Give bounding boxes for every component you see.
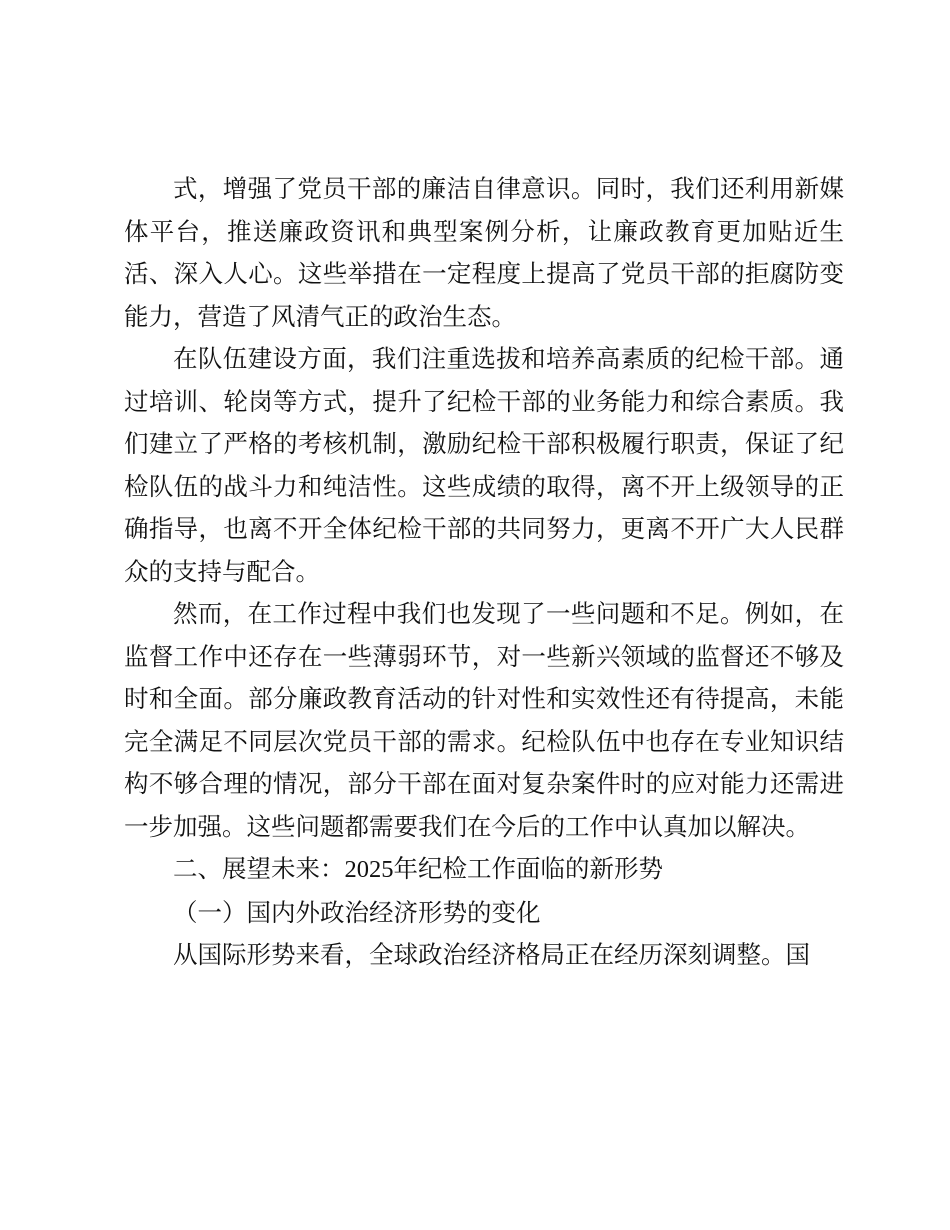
paragraph-problems: 然而，在工作过程中我们也发现了一些问题和不足。例如，在监督工作中还存在一些薄弱环节，对一些新兴领域的监督还不够及时和全面。部分廉政教育活动的针对性和实效性还有待提高，未能完全满足不同层次党员干部的需求。纪检队伍中也存在专业知识结构不够合理的情况，部分干部在面对复杂案件时的应对能力还需进一步加强。这些问题都需要我们在今后的工作中认真加以解决。 bbox=[124, 599, 844, 841]
section-heading-prefix: 二、展望未来： bbox=[173, 854, 345, 883]
paragraph-continuation: 式，增强了党员干部的廉洁自律意识。同时，我们还利用新媒体平台，推送廉政资讯和典型案例分析，让廉政教育更加贴近生活、深入人心。这些举措在一定程度上提高了党员干部的拒腐防变能力，营造了风清气正的政治生态。 bbox=[124, 174, 844, 331]
section-heading-year: 2025 bbox=[344, 856, 394, 883]
section-heading-suffix: 年纪检工作面临的新形势 bbox=[393, 854, 663, 883]
section-heading bbox=[124, 848, 844, 892]
subsection-heading: （一）国内外政治经济形势的变化 bbox=[173, 897, 541, 927]
paragraph-international: 从国际形势来看，全球政治经济格局正在经历深刻调整。国 bbox=[173, 940, 810, 969]
paragraph-team-building: 在队伍建设方面，我们注重选拔和培养高素质的纪检干部。通过培训、轮岗等方式，提升了纪检干部的业务能力和综合素质。我们建立了严格的考核机制，激励纪检干部积极履行职责，保证了纪检队伍的战斗力和纯洁性。这些成绩的取得，离不开上级领导的正确指导，也离不开全体纪检干部的共同努力，更离不开广大人民群众的支持与配合。 bbox=[124, 344, 844, 586]
document-body bbox=[124, 168, 844, 977]
